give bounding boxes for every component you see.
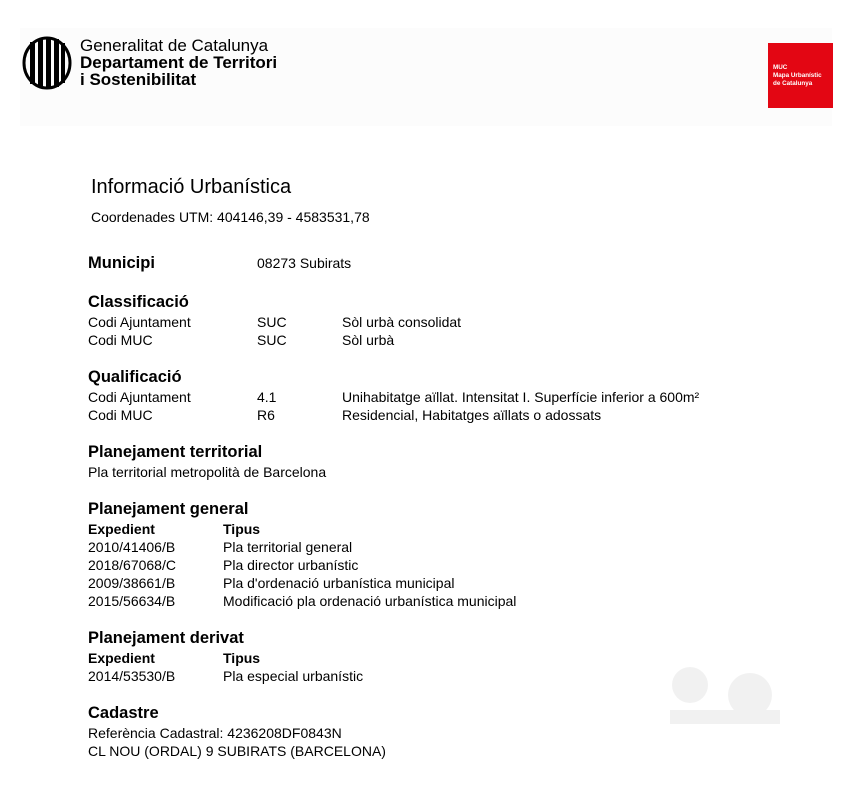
row-label: Codi Ajuntament <box>88 389 191 405</box>
tipus-cell: Pla d'ordenació urbanística municipal <box>223 575 455 591</box>
municipi-value: 08273 Subirats <box>257 255 352 271</box>
organization-name <box>80 37 277 88</box>
watermark-icon <box>650 655 800 735</box>
column-header-expedient: Expedient <box>88 521 155 537</box>
row-code: SUC <box>257 332 287 348</box>
muc-badge-line1: MUC <box>773 64 788 71</box>
tipus-cell: Pla especial urbanístic <box>223 668 364 684</box>
column-header-tipus: Tipus <box>223 521 261 537</box>
row-label: Codi MUC <box>88 332 153 348</box>
row-label: Codi Ajuntament <box>88 314 191 330</box>
classificacio-heading: Classificació <box>88 293 189 311</box>
qualificacio-heading: Qualificació <box>88 368 182 386</box>
column-header-tipus: Tipus <box>223 650 261 666</box>
generalitat-logo-icon <box>22 36 72 90</box>
tipus-cell: Pla director urbanístic <box>223 557 359 573</box>
row-label: Codi MUC <box>88 407 153 423</box>
org-name-line1: Generalitat de Catalunya <box>80 36 269 55</box>
planejament-territorial-heading: Planejament territorial <box>88 443 263 461</box>
muc-badge-line2: Mapa Urbanístic <box>773 72 822 79</box>
document-title: Informació Urbanística <box>91 176 292 198</box>
expedient-cell: 2014/53530/B <box>88 668 176 684</box>
org-name-line2: Departament de Territori <box>80 53 278 72</box>
org-name-line3: i Sostenibilitat <box>80 70 197 89</box>
row-description: Sòl urbà consolidat <box>342 314 462 330</box>
expedient-cell: 2010/41406/B <box>88 539 176 555</box>
expedient-cell: 2015/56634/B <box>88 593 176 609</box>
row-code: SUC <box>257 314 287 330</box>
row-code: R6 <box>257 407 275 423</box>
row-code: 4.1 <box>257 389 277 405</box>
planejament-general-heading: Planejament general <box>88 500 249 518</box>
muc-logo <box>768 43 833 108</box>
expedient-cell: 2009/38661/B <box>88 575 176 591</box>
cadastre-heading: Cadastre <box>88 704 159 722</box>
municipi-heading: Municipi <box>88 254 155 272</box>
row-description: Residencial, Habitatges aïllats o adossats <box>342 407 602 423</box>
tipus-cell: Modificació pla ordenació urbanística municipal <box>223 593 517 609</box>
column-header-expedient: Expedient <box>88 650 155 666</box>
cadastre-address: CL NOU (ORDAL) 9 SUBIRATS (BARCELONA) <box>88 743 386 759</box>
muc-badge-line3: de Catalunya <box>773 80 813 87</box>
row-description: Sòl urbà <box>342 332 395 348</box>
tipus-cell: Pla territorial general <box>223 539 353 555</box>
planejament-territorial-value: Pla territorial metropolità de Barcelona <box>88 464 327 480</box>
row-description: Unihabitatge aïllat. Intensitat I. Superfície inferior a 600m² <box>342 389 700 405</box>
expedient-cell: 2018/67068/C <box>88 557 176 573</box>
cadastral-reference: Referència Cadastral: 4236208DF0843N <box>88 725 342 741</box>
utm-coordinates: Coordenades UTM: 404146,39 - 4583531,78 <box>91 209 370 225</box>
planejament-derivat-heading: Planejament derivat <box>88 629 244 647</box>
